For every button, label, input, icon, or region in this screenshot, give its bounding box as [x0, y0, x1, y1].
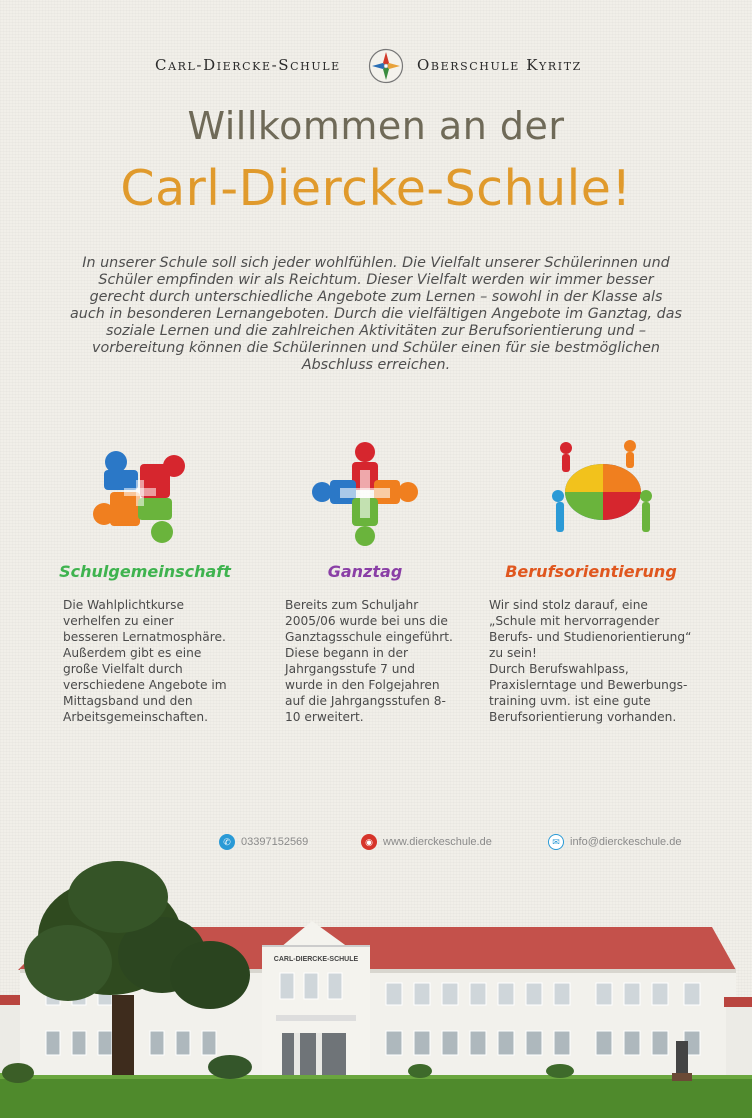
- people-puzzle-icon: [88, 440, 198, 550]
- web-icon: ◉: [361, 834, 377, 850]
- intro-paragraph: In unserer Schule soll sich jeder wohlfühlen. Die Vielfalt unserer Schülerinnen und Schüler empfinden wir als Reichtum. Dieser Vielfalt werden wir immer besser gerecht durch unterschiedliche Angebote zum Lernen – sowohl in der Klasse als auch in besonderen Lernangeboten. Durch die vielfältigen Angebote im Ganztag, das soziale Lernen und die zahlreichen Aktivitäten zur Berufsorientierung und –vorbereitung können die Schülerinnen und Schüler einen für sie bestmöglichen Abschluss erreichen.: [70, 255, 682, 373]
- building-sign: CARL-DIERCKE-SCHULE: [273, 956, 359, 963]
- column-title-berufsorientierung: Berufsorientierung: [505, 562, 677, 581]
- column-text-schulgemeinschaft: Die Wahlplichtkurse verhelfen zu einer besseren Lernatmosphäre. Außerdem gibt es eine große Vielfalt durch verschiedene Angebote im Mittagsband und den Arbeitsgemeinschaften.: [63, 598, 227, 724]
- email-icon: ✉: [548, 834, 564, 850]
- header-school-name: Carl-Diercke-Schule: [155, 56, 341, 74]
- column-title-schulgemeinschaft: Schulgemeinschaft: [59, 562, 231, 581]
- web-address: www.dierckeschule.de: [383, 836, 492, 848]
- people-cross-icon: [310, 440, 420, 550]
- school-building-image: [0, 845, 752, 1118]
- header-school-type: Oberschule Kyritz: [417, 56, 582, 74]
- email-address: info@dierckeschule.de: [570, 836, 682, 848]
- column-text-berufsorientierung: Wir sind stolz darauf, eine „Schule mit hervorragender Berufs- und Studienorientierung“ zu sein! Durch Berufswahlpass, Praxislerntage und Bewerbungs- training uvm. ist eine gute Berufsorientierung vorhanden.: [489, 598, 692, 724]
- column-title-ganztag: Ganztag: [327, 562, 403, 581]
- school-logo-icon: [368, 48, 404, 84]
- phone-icon: ✆: [219, 834, 235, 850]
- school-title: Carl-Diercke-Schule!: [120, 160, 632, 217]
- phone-number: 03397152569: [241, 836, 309, 848]
- column-text-ganztag: Bereits zum Schuljahr 2005/06 wurde bei uns die Ganztagsschule eingeführt. Diese begann in der Jahrgangsstufe 7 und wurde in den Folgejahren auf die Jahrgangsstufen 8- 10 erweitert.: [285, 598, 453, 724]
- welcome-heading: Willkommen an der: [187, 104, 565, 148]
- puzzle-globe-icon: [548, 440, 658, 550]
